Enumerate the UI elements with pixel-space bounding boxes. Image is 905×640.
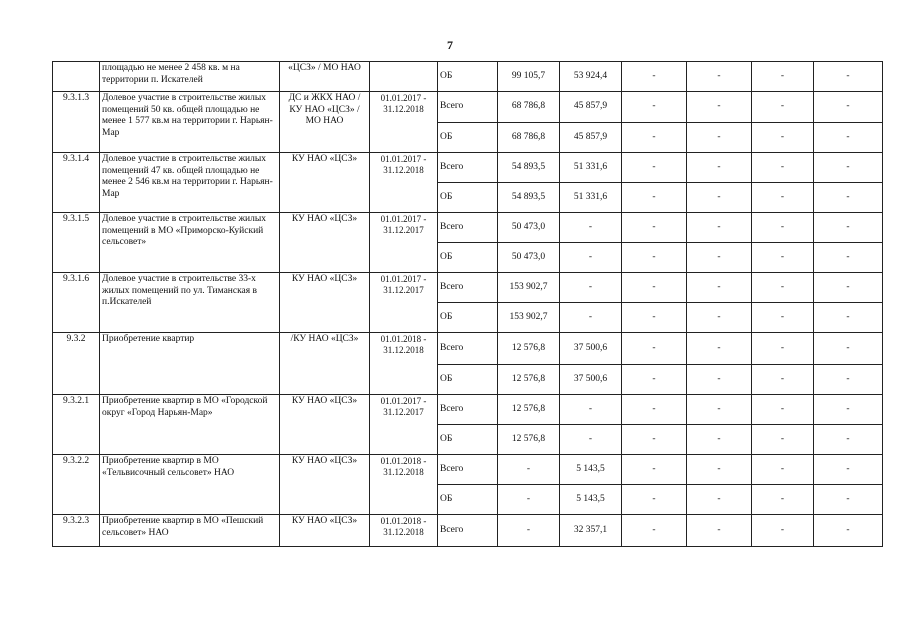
amount-6: - <box>814 515 883 547</box>
amount-3: - <box>622 213 687 243</box>
amount-5: - <box>752 303 814 333</box>
amount-6: - <box>814 243 883 273</box>
amount-6: - <box>814 183 883 213</box>
amount-1: 50 473,0 <box>498 213 560 243</box>
table-body <box>53 62 883 547</box>
item-period: 01.01.2017 - 31.12.2018 <box>370 153 438 213</box>
amount-3: - <box>622 333 687 365</box>
amount-5: - <box>752 243 814 273</box>
item-number: 9.3.1.5 <box>53 213 100 273</box>
item-name: Долевое участие в строительстве жилых помещений 50 кв. общей площадью не менее 1 577 кв.м на территории г. Нарьян-Мар <box>100 92 280 153</box>
amount-2: - <box>560 395 622 425</box>
amount-3: - <box>622 243 687 273</box>
table-row <box>53 213 883 243</box>
amount-1: 54 893,5 <box>498 183 560 213</box>
amount-1: 12 576,8 <box>498 333 560 365</box>
program-table <box>52 61 883 547</box>
amount-1: 153 902,7 <box>498 273 560 303</box>
amount-2: 51 331,6 <box>560 183 622 213</box>
amount-3: - <box>622 395 687 425</box>
amount-6: - <box>814 153 883 183</box>
amount-2: - <box>560 273 622 303</box>
amount-3: - <box>622 303 687 333</box>
amount-6: - <box>814 455 883 485</box>
item-name: Приобретение квартир в МО «Городской округ «Город Нарьян-Мар» <box>100 395 280 455</box>
amount-4: - <box>687 515 752 547</box>
amount-5: - <box>752 485 814 515</box>
amount-3: - <box>622 183 687 213</box>
item-period: 01.01.2018 - 31.12.2018 <box>370 515 438 547</box>
amount-3: - <box>622 365 687 395</box>
funding-source: Всего <box>438 273 498 303</box>
funding-source: ОБ <box>438 303 498 333</box>
amount-6: - <box>814 123 883 153</box>
amount-1: - <box>498 515 560 547</box>
amount-2: 45 857,9 <box>560 92 622 123</box>
item-executor: КУ НАО «ЦСЗ» <box>280 273 370 333</box>
funding-source: Всего <box>438 153 498 183</box>
amount-6: - <box>814 333 883 365</box>
amount-2: 53 924,4 <box>560 62 622 92</box>
amount-3: - <box>622 425 687 455</box>
funding-source: Всего <box>438 395 498 425</box>
item-executor: /КУ НАО «ЦСЗ» <box>280 333 370 395</box>
amount-1: 54 893,5 <box>498 153 560 183</box>
amount-5: - <box>752 213 814 243</box>
amount-3: - <box>622 515 687 547</box>
amount-1: 12 576,8 <box>498 425 560 455</box>
amount-6: - <box>814 395 883 425</box>
amount-1: 12 576,8 <box>498 365 560 395</box>
funding-source: Всего <box>438 515 498 547</box>
amount-5: - <box>752 62 814 92</box>
item-number: 9.3.1.3 <box>53 92 100 153</box>
amount-2: - <box>560 425 622 455</box>
amount-6: - <box>814 303 883 333</box>
amount-6: - <box>814 425 883 455</box>
amount-1: 12 576,8 <box>498 395 560 425</box>
item-number: 9.3.2.1 <box>53 395 100 455</box>
amount-3: - <box>622 485 687 515</box>
table-row <box>53 455 883 485</box>
amount-2: 5 143,5 <box>560 485 622 515</box>
funding-source: Всего <box>438 455 498 485</box>
item-name: Долевое участие в строительстве жилых помещений в МО «Приморско-Куйский сельсовет» <box>100 213 280 273</box>
item-number: 9.3.2.3 <box>53 515 100 547</box>
funding-source: Всего <box>438 92 498 123</box>
funding-source: ОБ <box>438 425 498 455</box>
amount-2: - <box>560 213 622 243</box>
item-name: Долевое участие в строительстве жилых помещений 47 кв. общей площадью не менее 2 546 кв.м на территории г. Нарьян-Мар <box>100 153 280 213</box>
amount-5: - <box>752 515 814 547</box>
amount-1: 68 786,8 <box>498 92 560 123</box>
amount-1: - <box>498 485 560 515</box>
item-period: 01.01.2017 - 31.12.2017 <box>370 213 438 273</box>
funding-source: ОБ <box>438 62 498 92</box>
amount-4: - <box>687 183 752 213</box>
amount-4: - <box>687 62 752 92</box>
amount-5: - <box>752 425 814 455</box>
amount-6: - <box>814 273 883 303</box>
amount-2: - <box>560 303 622 333</box>
item-period: 01.01.2018 - 31.12.2018 <box>370 455 438 515</box>
funding-source: ОБ <box>438 243 498 273</box>
amount-4: - <box>687 153 752 183</box>
amount-2: 45 857,9 <box>560 123 622 153</box>
amount-2: 5 143,5 <box>560 455 622 485</box>
item-name: Приобретение квартир в МО «Пешский сельсовет» НАО <box>100 515 280 547</box>
amount-5: - <box>752 123 814 153</box>
amount-5: - <box>752 455 814 485</box>
amount-4: - <box>687 455 752 485</box>
amount-4: - <box>687 485 752 515</box>
amount-3: - <box>622 273 687 303</box>
amount-6: - <box>814 485 883 515</box>
amount-2: 37 500,6 <box>560 333 622 365</box>
item-period: 01.01.2017 - 31.12.2017 <box>370 395 438 455</box>
table-row <box>53 273 883 303</box>
item-name: Приобретение квартир в МО «Тельвисочный сельсовет» НАО <box>100 455 280 515</box>
table-row <box>53 153 883 183</box>
item-number <box>53 62 100 92</box>
amount-4: - <box>687 243 752 273</box>
table-row <box>53 395 883 425</box>
page-number: 7 <box>447 38 453 52</box>
amount-3: - <box>622 92 687 123</box>
amount-5: - <box>752 273 814 303</box>
table-row <box>53 515 883 547</box>
amount-1: 153 902,7 <box>498 303 560 333</box>
funding-source: ОБ <box>438 183 498 213</box>
amount-2: - <box>560 243 622 273</box>
item-number: 9.3.1.6 <box>53 273 100 333</box>
item-executor: «ЦСЗ» / МО НАО <box>280 62 370 92</box>
amount-1: 68 786,8 <box>498 123 560 153</box>
amount-3: - <box>622 455 687 485</box>
item-period: 01.01.2017 - 31.12.2018 <box>370 92 438 153</box>
table-row <box>53 333 883 365</box>
item-number: 9.3.1.4 <box>53 153 100 213</box>
item-period <box>370 62 438 92</box>
funding-source: ОБ <box>438 485 498 515</box>
amount-4: - <box>687 303 752 333</box>
funding-source: Всего <box>438 333 498 365</box>
amount-4: - <box>687 395 752 425</box>
item-executor: ДС и ЖКХ НАО / КУ НАО «ЦСЗ» / МО НАО <box>280 92 370 153</box>
amount-3: - <box>622 62 687 92</box>
table-row <box>53 92 883 123</box>
item-executor: КУ НАО «ЦСЗ» <box>280 213 370 273</box>
item-executor: КУ НАО «ЦСЗ» <box>280 515 370 547</box>
amount-2: 51 331,6 <box>560 153 622 183</box>
amount-4: - <box>687 213 752 243</box>
amount-5: - <box>752 153 814 183</box>
amount-5: - <box>752 365 814 395</box>
amount-4: - <box>687 425 752 455</box>
amount-4: - <box>687 333 752 365</box>
item-executor: КУ НАО «ЦСЗ» <box>280 455 370 515</box>
item-name: площадью не менее 2 458 кв. м на территории п. Искателей <box>100 62 280 92</box>
item-executor: КУ НАО «ЦСЗ» <box>280 395 370 455</box>
item-name: Долевое участие в строительстве 33-х жилых помещений по ул. Тиманская в п.Искателей <box>100 273 280 333</box>
amount-5: - <box>752 333 814 365</box>
amount-6: - <box>814 213 883 243</box>
item-period: 01.01.2018 - 31.12.2018 <box>370 333 438 395</box>
funding-source: ОБ <box>438 365 498 395</box>
amount-4: - <box>687 123 752 153</box>
amount-5: - <box>752 92 814 123</box>
item-period: 01.01.2017 - 31.12.2017 <box>370 273 438 333</box>
item-number: 9.3.2.2 <box>53 455 100 515</box>
amount-6: - <box>814 92 883 123</box>
amount-6: - <box>814 62 883 92</box>
table-row <box>53 62 883 92</box>
amount-4: - <box>687 92 752 123</box>
amount-5: - <box>752 183 814 213</box>
amount-5: - <box>752 395 814 425</box>
amount-4: - <box>687 365 752 395</box>
item-executor: КУ НАО «ЦСЗ» <box>280 153 370 213</box>
amount-3: - <box>622 153 687 183</box>
funding-source: ОБ <box>438 123 498 153</box>
amount-3: - <box>622 123 687 153</box>
funding-source: Всего <box>438 213 498 243</box>
amount-1: 99 105,7 <box>498 62 560 92</box>
item-number: 9.3.2 <box>53 333 100 395</box>
amount-2: 37 500,6 <box>560 365 622 395</box>
amount-1: 50 473,0 <box>498 243 560 273</box>
amount-1: - <box>498 455 560 485</box>
item-name: Приобретение квартир <box>100 333 280 395</box>
amount-4: - <box>687 273 752 303</box>
amount-2: 32 357,1 <box>560 515 622 547</box>
amount-6: - <box>814 365 883 395</box>
